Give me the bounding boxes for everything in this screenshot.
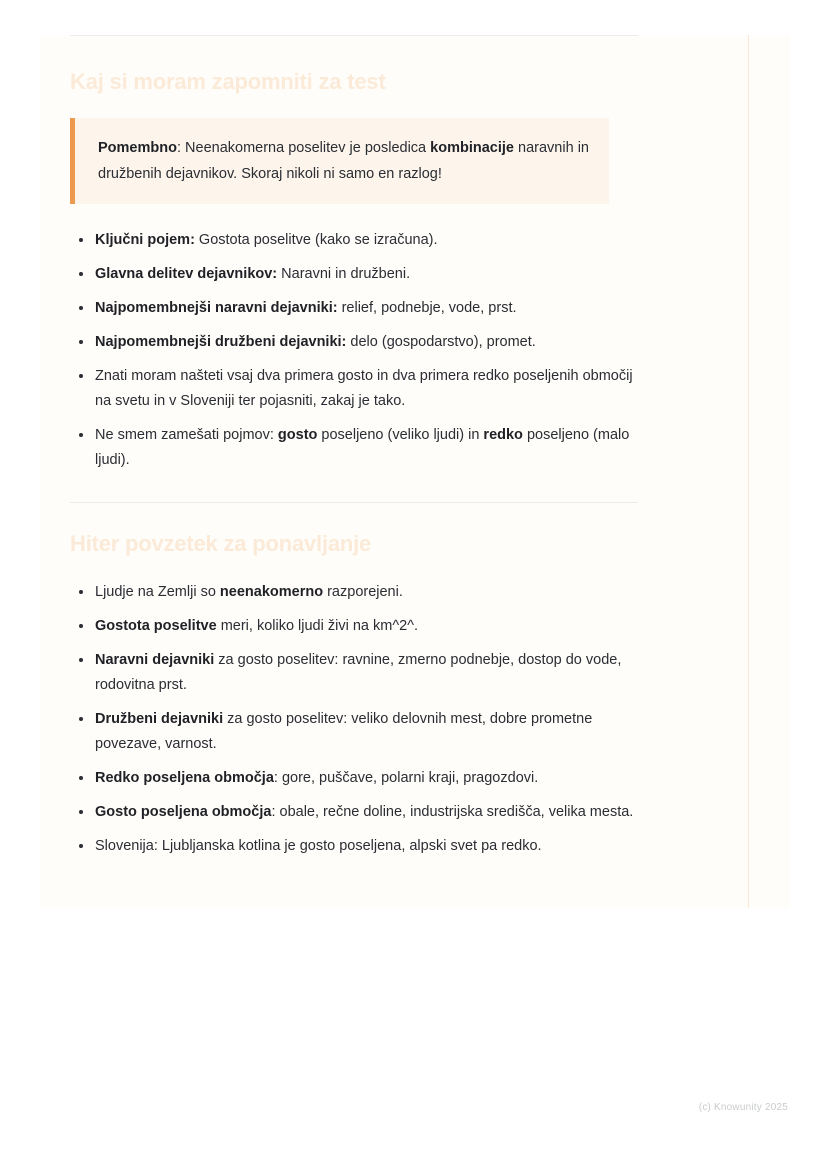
footer-copyright: (c) Knowunity 2025 xyxy=(698,1102,788,1113)
list-item-text: relief, podnebje, vode, prst. xyxy=(337,300,517,317)
bullet-dot-icon xyxy=(79,624,83,628)
list-item xyxy=(70,648,638,698)
section-title-quick-summary: Hiter povzetek za ponavljanje xyxy=(70,531,372,557)
list-item xyxy=(70,330,638,355)
bullet-dot-icon xyxy=(79,810,83,814)
list-item-text: za gosto poselitev: ravnine, zmerno podnebje, dostop do vode, rodovitna prst. xyxy=(95,651,622,693)
list-item-text: razporejeni. xyxy=(323,583,403,600)
bullet-dot-icon xyxy=(79,776,83,780)
list-item-bold: Ključni pojem: xyxy=(95,232,195,249)
list-item-text: Naravni in družbeni. xyxy=(277,266,411,283)
list-item-bold: Redko poseljena območja xyxy=(95,769,274,786)
bullet-dot-icon xyxy=(79,717,83,721)
remember-bullet-list xyxy=(70,228,638,473)
bullet-dot-icon xyxy=(79,340,83,344)
list-item-text: za gosto poselitev: veliko delovnih mest, dobre prometne povezave, varnost. xyxy=(95,710,593,752)
callout-text-part-1: Neenakomerna poselitev je posledica xyxy=(185,140,431,157)
list-item-bold-redko: redko xyxy=(483,427,523,444)
list-item xyxy=(70,262,638,287)
list-item xyxy=(70,364,638,414)
list-item-bold: Glavna delitev dejavnikov: xyxy=(95,266,278,283)
summary-bullet-list xyxy=(70,580,638,859)
list-item xyxy=(70,707,638,757)
callout-separator: : xyxy=(176,140,186,157)
list-item-bold-gosto: gosto xyxy=(277,427,318,444)
list-item-text: Ne smem zamešati pojmov: xyxy=(95,427,278,444)
list-item-text: Gostota poselitve (kako se izračuna). xyxy=(194,232,438,249)
list-item xyxy=(70,614,638,639)
list-item-text: : obale, rečne doline, industrijska središča, velika mesta. xyxy=(271,803,634,820)
list-item xyxy=(70,766,638,791)
list-item-text-tail: poseljeno (malo ljudi). xyxy=(95,427,630,469)
list-item-bold: Gosto poseljena območja xyxy=(95,803,272,820)
list-item-text: Slovenija: Ljubljanska kotlina je gosto poseljena, alpski svet pa redko. xyxy=(95,837,542,854)
callout-lead: Pomembno xyxy=(98,140,177,157)
list-item-bold: Najpomembnejši družbeni dejavniki: xyxy=(95,334,347,351)
callout-text-part-2: naravnih in družbenih dejavnikov. Skoraj nikoli ni samo en razlog! xyxy=(98,140,589,183)
list-item xyxy=(70,228,638,253)
list-item xyxy=(70,296,638,321)
bullet-dot-icon xyxy=(79,306,83,310)
list-item-bold: neenakomerno xyxy=(219,583,324,600)
bullet-dot-icon xyxy=(79,433,83,437)
list-item xyxy=(70,580,638,605)
panel-gutter-divider xyxy=(748,35,749,908)
document-panel xyxy=(40,35,790,908)
list-item xyxy=(70,423,638,473)
important-callout xyxy=(70,118,609,204)
bullet-dot-icon xyxy=(79,272,83,276)
callout-emphasis: kombinacije xyxy=(430,140,514,157)
document-content xyxy=(70,35,638,859)
list-item-text: : gore, puščave, polarni kraji, pragozdovi. xyxy=(273,769,539,786)
bullet-dot-icon xyxy=(79,374,83,378)
list-item-bold: Družbeni dejavniki xyxy=(95,710,224,727)
list-item-bold: Naravni dejavniki xyxy=(95,651,215,668)
list-item-text: delo (gospodarstvo), promet. xyxy=(346,334,536,351)
bullet-dot-icon xyxy=(79,844,83,848)
bullet-dot-icon xyxy=(79,238,83,242)
list-item-bold: Najpomembnejši naravni dejavniki: xyxy=(95,300,338,317)
list-item xyxy=(70,800,638,825)
list-item-bold: Gostota poselitve xyxy=(95,617,217,634)
section-title-remember-for-test: Kaj si moram zapomniti za test xyxy=(70,69,386,94)
bullet-dot-icon xyxy=(79,590,83,594)
list-item-text-mid: poseljeno (veliko ljudi) in xyxy=(317,427,484,444)
list-item xyxy=(70,834,638,859)
list-item-text: meri, koliko ljudi živi na km^2^. xyxy=(216,617,419,634)
list-item-text: Znati moram našteti vsaj dva primera gosto in dva primera redko poseljenih območij na svetu in v Sloveniji ter pojasniti, zakaj je tako. xyxy=(95,368,633,410)
callout-text xyxy=(98,135,589,187)
list-item-pre: Ljudje na Zemlji so xyxy=(95,583,220,600)
bullet-dot-icon xyxy=(79,658,83,662)
